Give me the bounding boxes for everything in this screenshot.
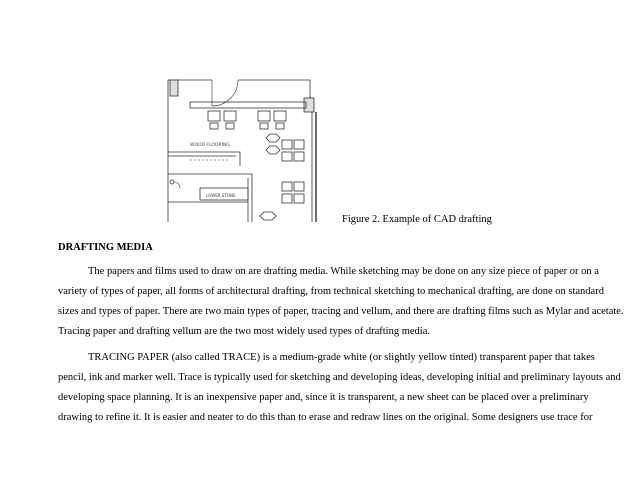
lower-stone-label: LOWER STONE: [206, 193, 236, 198]
counter: [190, 102, 306, 108]
text-line: TRACING PAPER (also called TRACE) is a medium-grade white (or slightly yellow tinted) transparent paper that takes: [88, 352, 595, 363]
chair: [208, 111, 220, 121]
text-line: developing space planning. It is an inexpensive paper and, since it is transparent, a new sheet can be placed over a preliminary: [58, 392, 589, 403]
chair: [258, 111, 270, 121]
text-line: Tracing paper and drafting vellum are the two most widely used types of drafting media.: [58, 326, 430, 337]
upper-wall: [238, 80, 310, 98]
chair: [224, 111, 236, 121]
chair: [282, 182, 292, 191]
text-line: pencil, ink and marker well. Trace is typically used for sketching and developing ideas, developing initial and preliminary layouts and: [58, 372, 621, 383]
partition: [168, 174, 252, 222]
text-line: sizes and types of paper. There are two main types of paper, tracing and vellum, and there are drafting films such as Mylar and acetate.: [58, 306, 624, 317]
chair-seat: [226, 123, 234, 129]
chair-seat: [260, 123, 268, 129]
text-line: drawing to refine it. It is easier and neater to do this than to erase and redraw lines on the original. Some designers use trace for: [58, 412, 593, 423]
chair: [294, 140, 304, 149]
chair: [282, 140, 292, 149]
chair: [294, 182, 304, 191]
tag-marker: [260, 212, 276, 220]
wood-flooring-label: WOOD FLOORING: [190, 143, 230, 148]
tag-marker: [266, 134, 280, 142]
tag-marker: [266, 146, 280, 154]
paragraph-drafting-media: [58, 262, 624, 342]
column-right: [304, 98, 314, 112]
cad-floor-plan-drawing: [160, 74, 340, 224]
chair: [282, 194, 292, 203]
figure-caption: Figure 2. Example of CAD drafting: [342, 214, 492, 225]
chair: [282, 152, 292, 161]
section-heading: DRAFTING MEDIA: [58, 242, 153, 253]
chair: [274, 111, 286, 121]
small-door: [174, 182, 180, 188]
chair: [294, 194, 304, 203]
chair-seat: [276, 123, 284, 129]
chair: [294, 152, 304, 161]
partition: [168, 152, 240, 166]
chair-seat: [210, 123, 218, 129]
paragraph-tracing-paper: [58, 348, 621, 428]
fixture-symbol: [170, 180, 174, 184]
text-line: variety of types of paper, all forms of architectural drafting, from technical sketching to mechanical drafting, are done on standard: [58, 286, 604, 297]
text-line: The papers and films used to draw on are drafting media. While sketching may be done on any size piece of paper or on a: [88, 266, 599, 277]
wall-column-left: [170, 80, 178, 96]
